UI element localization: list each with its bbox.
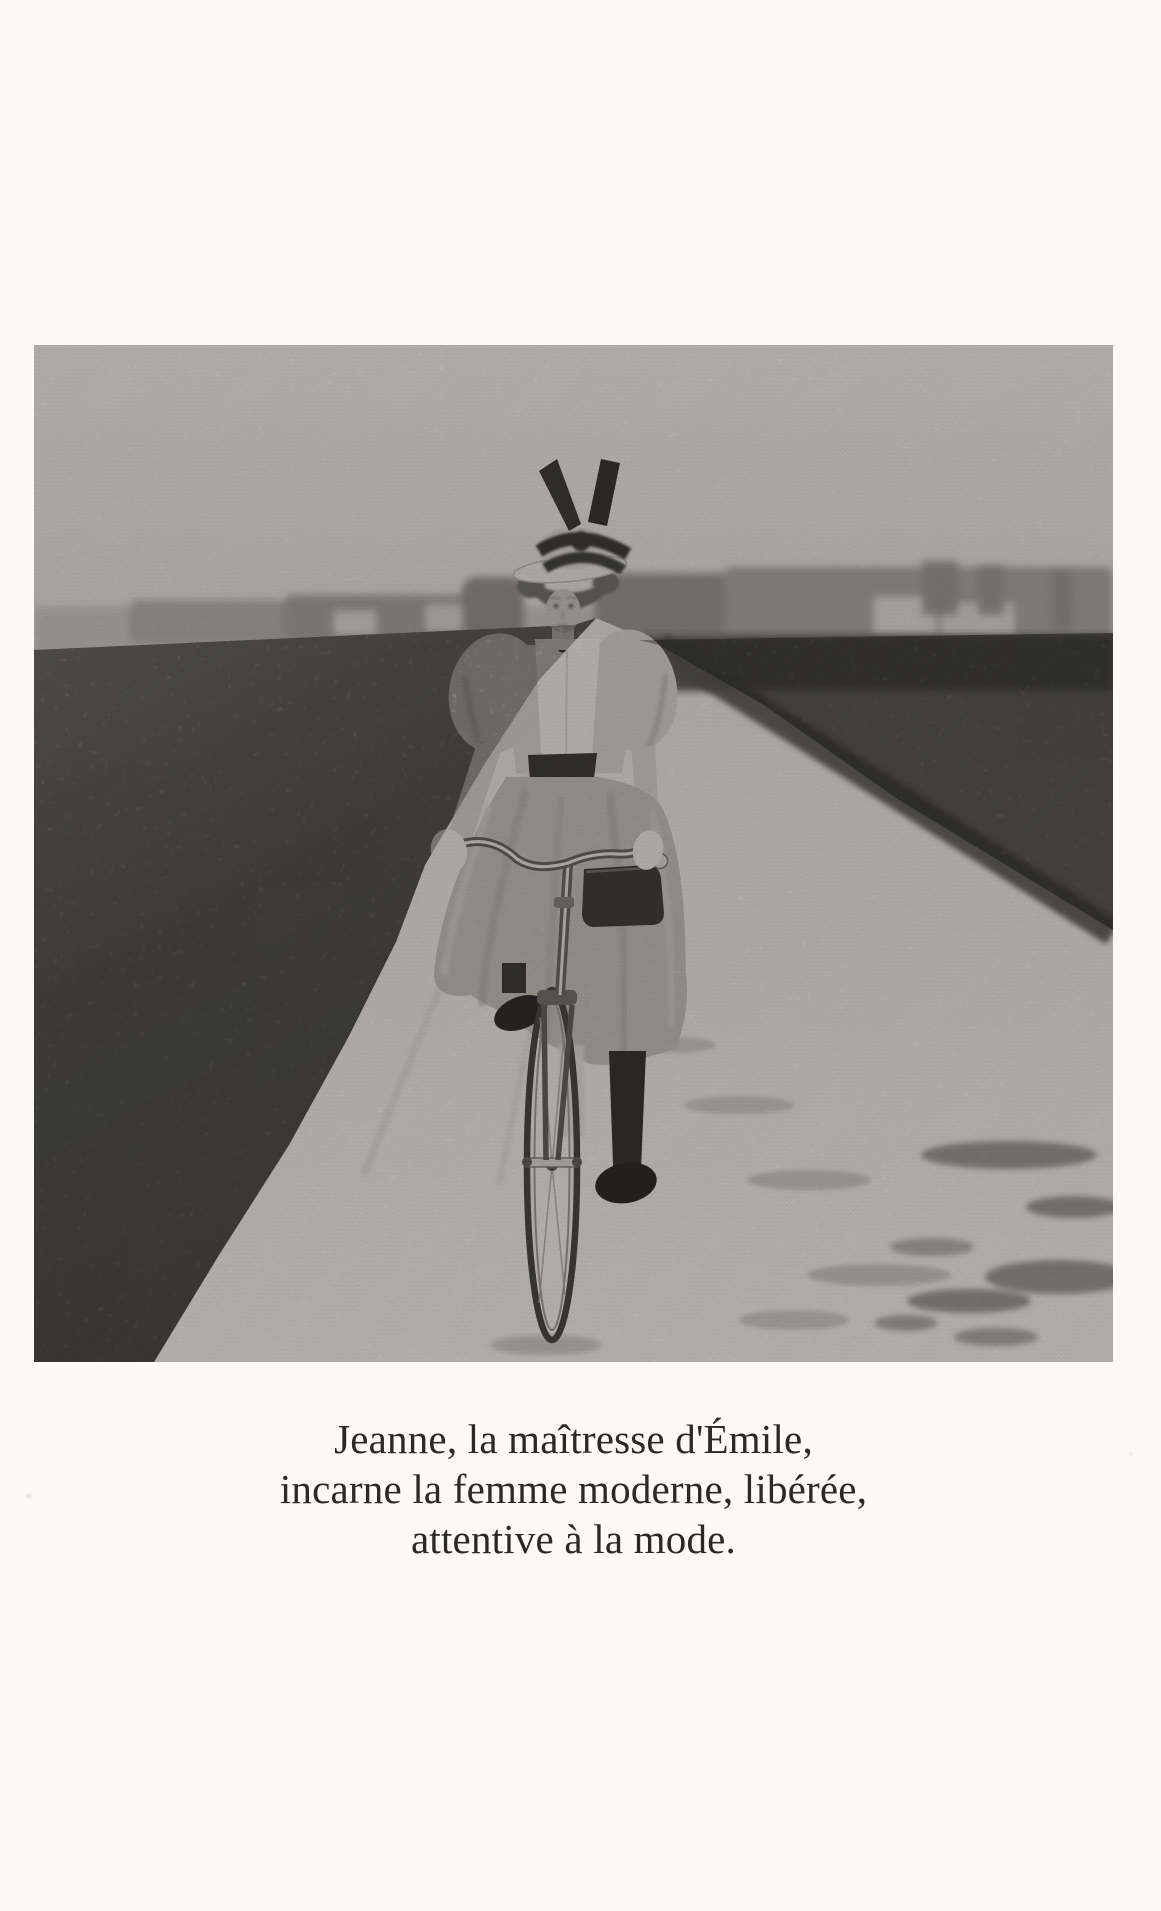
fine-grain-overlay — [34, 345, 1113, 1362]
photo-caption — [34, 1414, 1113, 1564]
photograph-woman-on-bicycle — [34, 345, 1113, 1362]
photo-scene — [34, 345, 1113, 1362]
caption-line-2: incarne la femme moderne, libérée, — [279, 1466, 868, 1512]
scan-speck — [26, 1494, 31, 1498]
caption-line-3: attentive à la mode. — [410, 1516, 737, 1562]
caption-line-1: Jeanne, la maîtresse d'Émile, — [334, 1416, 813, 1462]
scan-speck — [1128, 1452, 1133, 1456]
